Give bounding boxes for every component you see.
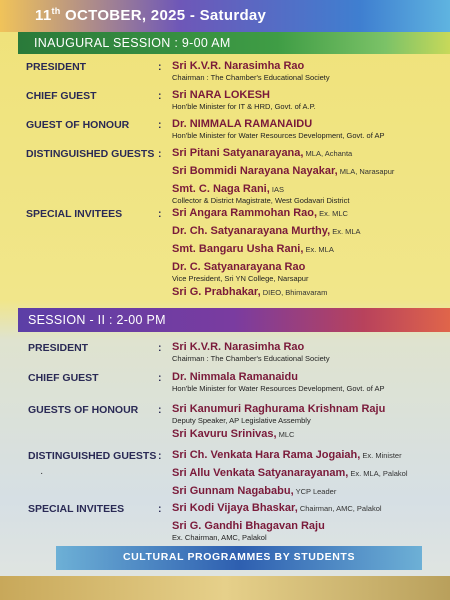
guest-name <box>172 403 385 415</box>
guest-name-text: Sri Ch. Venkata Hara Rama Jogaiah, <box>172 449 361 461</box>
guest-name-text: Sri Kavuru Srinivas, <box>172 428 277 440</box>
guest-name-text: Sri Pitani Satyanarayana, <box>172 147 304 159</box>
guest-designation: Collector & District Magistrate, West Godavari District <box>172 196 350 205</box>
role-label: SPECIAL INVITEES <box>26 208 123 220</box>
role-label: PRESIDENT <box>26 61 87 73</box>
session2-title: SESSION - II : 2-00 PM <box>28 313 166 327</box>
colon-separator: : <box>158 372 162 384</box>
guest-designation: Hon'ble Minister for Water Resources Development, Govt. of AP <box>172 131 385 140</box>
guest-name <box>172 286 327 298</box>
guest-title-suffix: Ex. MLC <box>317 209 348 218</box>
guest-designation: Vice President, Sri YN College, Narsapur <box>172 274 309 283</box>
event-date: 11th OCTOBER, 2025 - Saturday <box>35 6 267 24</box>
role-label: CHIEF GUEST <box>28 372 99 384</box>
guest-title-suffix: MLC <box>276 430 295 439</box>
guest-designation: Chairman : The Chamber's Educational Society <box>172 73 330 82</box>
guest-designation: Ex. Chairman, AMC, Palakol <box>172 533 267 542</box>
footer-banner <box>56 546 422 570</box>
guest-name-text: Sri Angara Rammohan Rao, <box>172 207 318 219</box>
guest-title-suffix: Chairman, AMC, Palakol <box>297 504 382 513</box>
guest-name <box>172 147 352 159</box>
guest-name <box>172 341 304 353</box>
colon-separator: : <box>158 450 162 462</box>
guest-name-text: Sri Kanumuri Raghurama Krishnam Raju <box>172 403 386 415</box>
bullet-dot: · <box>40 468 44 479</box>
guest-designation: Hon'ble Minister for IT & HRD, Govt. of A.P. <box>172 102 316 111</box>
guest-name-text: Dr. Nimmala Ramanaidu <box>172 371 298 383</box>
guest-name-text: Dr. NIMMALA RAMANAIDU <box>172 118 313 130</box>
guest-designation: Hon'ble Minister for Water Resources Development, Govt. of AP <box>172 384 385 393</box>
guest-name <box>172 60 304 72</box>
colon-separator: : <box>158 61 162 73</box>
bottom-strip <box>0 576 450 600</box>
colon-separator: : <box>158 90 162 102</box>
session1-title: INAUGURAL SESSION : 9-00 AM <box>34 36 231 50</box>
role-label: GUEST OF HONOUR <box>26 119 130 131</box>
guest-designation: Chairman : The Chamber's Educational Society <box>172 354 330 363</box>
guest-name <box>172 449 402 461</box>
role-label: DISTINGUISHED GUESTS <box>28 450 157 462</box>
colon-separator: : <box>158 342 162 354</box>
guest-name-text: Smt. Bangaru Usha Rani, <box>172 243 304 255</box>
guest-name <box>172 183 284 195</box>
guest-name-text: Sri Kodi Vijaya Bhaskar, <box>172 502 298 514</box>
guest-title-suffix: Ex. MLA, Palakol <box>348 469 408 478</box>
guest-title-suffix: IAS <box>269 185 284 194</box>
guest-name-text: Dr. Ch. Satyanarayana Murthy, <box>172 225 331 237</box>
guest-name-text: Sri G. Prabhakar, <box>172 286 261 298</box>
guest-name <box>172 467 408 479</box>
guest-name-text: Sri K.V.R. Narasimha Rao <box>172 60 305 72</box>
guest-name <box>172 118 312 130</box>
guest-name <box>172 502 382 514</box>
guest-name <box>172 89 270 101</box>
guest-name-text: Sri G. Gandhi Bhagavan Raju <box>172 520 325 532</box>
guest-name <box>172 225 361 237</box>
guest-name-text: Sri Bommidi Narayana Nayakar, <box>172 165 338 177</box>
guest-designation: Deputy Speaker, AP Legislative Assembly <box>172 416 311 425</box>
guest-name-text: Smt. C. Naga Rani, <box>172 183 270 195</box>
guest-title-suffix: Ex. MLA <box>303 245 334 254</box>
colon-separator: : <box>158 208 162 220</box>
guest-name-text: Sri K.V.R. Narasimha Rao <box>172 341 305 353</box>
footer-text: CULTURAL PROGRAMMES BY STUDENTS <box>122 551 356 563</box>
colon-separator: : <box>158 148 162 160</box>
guest-name-text: Sri NARA LOKESH <box>172 89 270 101</box>
role-label: CHIEF GUEST <box>26 90 97 102</box>
colon-separator: : <box>158 119 162 131</box>
guest-title-suffix: MLA, Narasapur <box>337 167 395 176</box>
guest-name <box>172 207 348 219</box>
guest-title-suffix: Ex. MLA <box>330 227 361 236</box>
guest-title-suffix: Ex. Minister <box>360 451 402 460</box>
role-label: SPECIAL INVITEES <box>28 503 125 515</box>
guest-name-text: Sri Allu Venkata Satyanarayanam, <box>172 467 349 479</box>
role-label: DISTINGUISHED GUESTS <box>26 148 155 160</box>
guest-name <box>172 485 336 497</box>
colon-separator: : <box>158 503 162 515</box>
guest-title-suffix: MLA, Achanta <box>303 149 353 158</box>
guest-name <box>172 243 334 255</box>
guest-name <box>172 428 294 440</box>
guest-title-suffix: DIEO, Bhimavaram <box>260 288 328 297</box>
role-label: PRESIDENT <box>28 342 89 354</box>
guest-name <box>172 520 325 532</box>
guest-title-suffix: YCP Leader <box>293 487 337 496</box>
guest-name <box>172 371 298 383</box>
guest-name-text: Sri Gunnam Nagababu, <box>172 485 294 497</box>
guest-name-text: Dr. C. Satyanarayana Rao <box>172 261 306 273</box>
guest-name <box>172 261 305 273</box>
role-label: GUESTS OF HONOUR <box>28 404 139 416</box>
colon-separator: : <box>158 404 162 416</box>
guest-name <box>172 165 394 177</box>
